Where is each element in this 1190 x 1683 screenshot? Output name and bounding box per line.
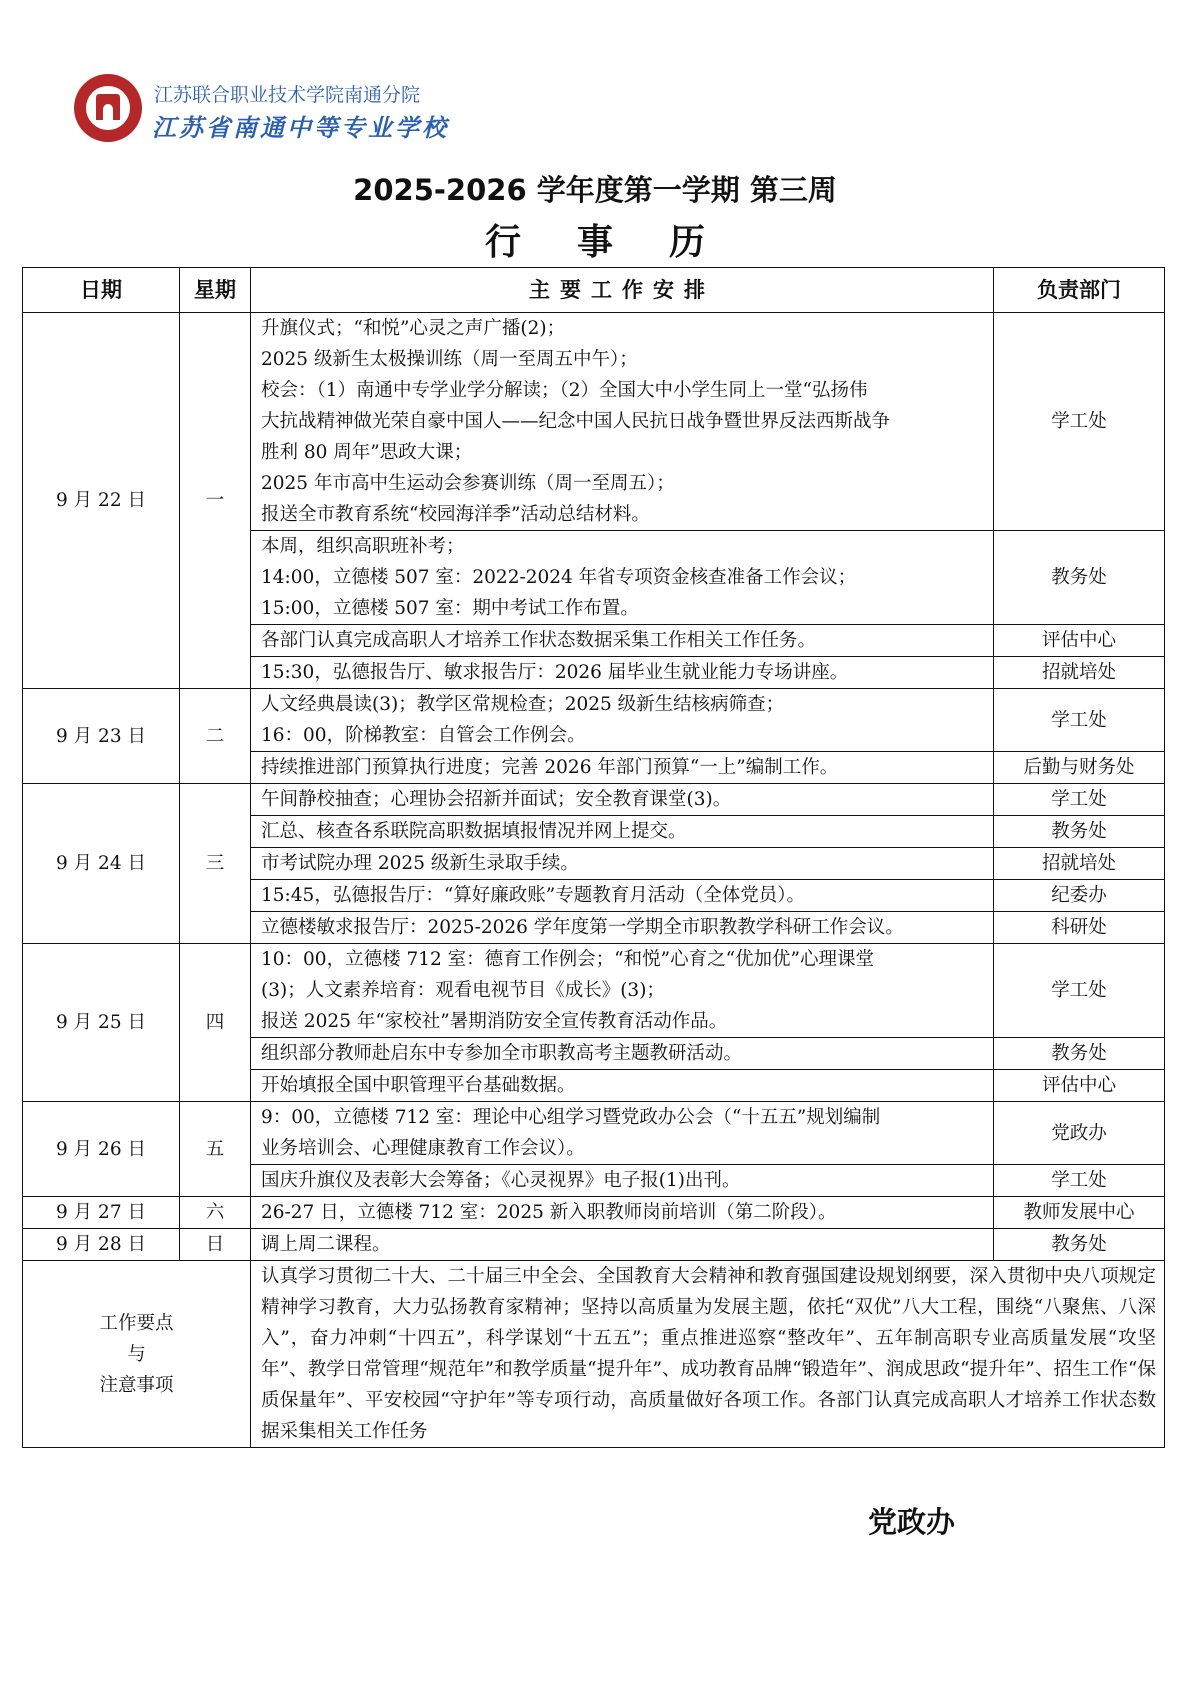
task-line: 2025 级新生太极操训练（周一至周五中午）； — [261, 349, 638, 370]
column-header-content: 主要工作安排 — [251, 268, 994, 313]
task-line: 15:45，弘德报告厅：“算好廉政账”专题教育月活动（全体党员）。 — [261, 885, 805, 906]
schedule-row — [23, 313, 1165, 531]
task-cell — [251, 1229, 994, 1261]
task-line: 午间静校抽查；心理协会招新并面试；安全教育课堂(3)。 — [261, 789, 732, 810]
school-seal-icon — [74, 74, 142, 142]
department-cell: 学工处 — [994, 689, 1165, 752]
task-cell — [251, 784, 994, 816]
department-cell: 学工处 — [994, 784, 1165, 816]
department-cell: 评估中心 — [994, 1070, 1165, 1102]
task-cell — [251, 944, 994, 1038]
task-line: 报送 2025 年“家校社”暑期消防安全宣传教育活动作品。 — [261, 1011, 728, 1032]
notes-label-line: 工作要点 — [99, 1312, 174, 1334]
task-line: 市考试院办理 2025 级新生录取手续。 — [261, 853, 579, 874]
department-cell: 学工处 — [994, 1165, 1165, 1197]
date-cell: 9 月 28 日 — [23, 1229, 180, 1261]
task-line: 汇总、核查各系联院高职数据填报情况并网上提交。 — [261, 821, 687, 842]
notes-text: 认真学习贯彻二十大、二十届三中全会、全国教育大会精神和教育强国建设规划纲要，深入贯彻中央八项规定精神学习教育，大力弘扬教育家精神；坚持以高质量为发展主题，依托“双优”八大工程，围绕“八聚焦、八深入”，奋力冲刺“十四五”，科学谋划“十五五”；重点推进巡察“整改年”、五年制高职专业高质量发展“攻坚年”、教学日常管理“规范年”和教学质量“提升年”、成功教育品牌“锻造年”、润成思政“提升年”、招生工作“保质保量年”、平安校园“守护年”等专项行动，高质量做好各项工作。各部门认真完成高职人才培养工作状态数据采集相关工作任务 — [251, 1261, 1165, 1448]
department-cell: 教务处 — [994, 1038, 1165, 1070]
task-line: 15:00，立德楼 507 室：期中考试工作布置。 — [261, 598, 639, 619]
table-header-row — [23, 268, 1165, 313]
task-line: 持续推进部门预算执行进度；完善 2026 年部门预算“一上”编制工作。 — [261, 757, 839, 778]
schedule-row — [23, 1197, 1165, 1229]
date-cell: 9 月 27 日 — [23, 1197, 180, 1229]
department-cell: 招就培处 — [994, 657, 1165, 689]
page-title: 2025-2026 学年度第一学期 第三周 — [353, 173, 837, 207]
schedule-body — [23, 313, 1165, 1261]
task-line: 组织部分教师赴启东中专参加全市职教高考主题教研活动。 — [261, 1043, 743, 1064]
department-cell: 招就培处 — [994, 848, 1165, 880]
weekday-cell: 三 — [180, 784, 251, 944]
task-cell — [251, 848, 994, 880]
date-cell: 9 月 26 日 — [23, 1102, 180, 1197]
task-line: 国庆升旗仪及表彰大会筹备；《心灵视界》电子报(1)出刊。 — [261, 1170, 741, 1191]
schedule-row — [23, 944, 1165, 1038]
signature-department: 党政办 — [868, 1505, 956, 1539]
task-line: 开始填报全国中职管理平台基础数据。 — [261, 1075, 576, 1096]
notes-label-line: 注意事项 — [99, 1374, 174, 1396]
task-cell — [251, 912, 994, 944]
task-line: 本周，组织高职班补考； — [261, 536, 465, 557]
department-cell: 教务处 — [994, 531, 1165, 625]
task-cell — [251, 1038, 994, 1070]
task-cell — [251, 1197, 994, 1229]
logo-school-name-line1: 江苏联合职业技术学院南通分院 — [154, 84, 421, 106]
task-cell — [251, 1165, 994, 1197]
schedule-row — [23, 1229, 1165, 1261]
task-line: 14:00，立德楼 507 室：2022-2024 年省专项资金核查准备工作会议； — [261, 567, 857, 588]
weekday-cell: 一 — [180, 313, 251, 689]
task-cell — [251, 531, 994, 625]
task-cell — [251, 1070, 994, 1102]
department-cell: 教师发展中心 — [994, 1197, 1165, 1229]
task-line: 人文经典晨读(3)；教学区常规检查；2025 级新生结核病筛查； — [261, 694, 785, 715]
notes-label-line: 与 — [127, 1343, 146, 1365]
task-cell — [251, 752, 994, 784]
department-cell: 科研处 — [994, 912, 1165, 944]
department-cell: 教务处 — [994, 816, 1165, 848]
task-line: 10：00，立德楼 712 室：德育工作例会；“和悦”心育之“优加优”心理课堂 — [261, 949, 874, 970]
task-line: 9：00，立德楼 712 室：理论中心组学习暨党政办公会（“十五五”规划编制 — [261, 1107, 881, 1128]
page-subtitle: 行事历 — [484, 222, 761, 263]
weekday-cell: 五 — [180, 1102, 251, 1197]
weekday-cell: 四 — [180, 944, 251, 1102]
task-line: (3)；人文素养培育：观看电视节目《成长》(3)； — [261, 980, 665, 1001]
task-cell — [251, 816, 994, 848]
task-line: 2025 年市高中生运动会参赛训练（周一至周五）； — [261, 473, 675, 494]
weekday-cell: 二 — [180, 689, 251, 784]
task-cell — [251, 625, 994, 657]
schedule-row — [23, 784, 1165, 816]
date-cell: 9 月 25 日 — [23, 944, 180, 1102]
date-cell: 9 月 22 日 — [23, 313, 180, 689]
column-header-weekday: 星期 — [180, 268, 251, 313]
schedule-row — [23, 1102, 1165, 1165]
task-line: 16：00，阶梯教室：自管会工作例会。 — [261, 725, 586, 746]
task-line: 校会：（1）南通中专学业学分解读；（2）全国大中小学生同上一堂“弘扬伟 — [261, 380, 868, 401]
date-cell: 9 月 23 日 — [23, 689, 180, 784]
department-cell: 评估中心 — [994, 625, 1165, 657]
task-line: 26-27 日，立德楼 712 室：2025 新入职教师岗前培训（第二阶段）。 — [261, 1202, 837, 1223]
weekday-cell: 六 — [180, 1197, 251, 1229]
department-cell: 学工处 — [994, 313, 1165, 531]
task-cell — [251, 880, 994, 912]
department-cell: 教务处 — [994, 1229, 1165, 1261]
department-cell: 后勤与财务处 — [994, 752, 1165, 784]
task-line: 业务培训会、心理健康教育工作会议）。 — [261, 1138, 585, 1159]
school-logo — [74, 74, 449, 144]
task-line: 调上周二课程。 — [261, 1234, 391, 1255]
notes-label — [23, 1261, 251, 1448]
task-line: 胜利 80 周年”思政大课； — [261, 442, 473, 463]
schedule-row — [23, 689, 1165, 752]
task-cell — [251, 313, 994, 531]
logo-school-name-line2: 江苏省南通中等专业学校 — [152, 113, 449, 142]
task-line: 大抗战精神做光荣自豪中国人——纪念中国人民抗日战争暨世界反法西斯战争 — [261, 411, 891, 432]
column-header-department: 负责部门 — [994, 268, 1165, 313]
notes-row — [23, 1261, 1165, 1448]
schedule-table — [22, 267, 1165, 1448]
department-cell: 纪委办 — [994, 880, 1165, 912]
task-line: 升旗仪式；“和悦”心灵之声广播(2)； — [261, 318, 566, 339]
task-line: 各部门认真完成高职人才培养工作状态数据采集工作相关工作任务。 — [261, 630, 817, 651]
weekday-cell: 日 — [180, 1229, 251, 1261]
task-line: 报送全市教育系统“校园海洋季”活动总结材料。 — [261, 504, 650, 525]
task-line: 立德楼敏求报告厅：2025-2026 学年度第一学期全市职教教学科研工作会议。 — [261, 917, 904, 938]
task-cell — [251, 657, 994, 689]
task-cell — [251, 689, 994, 752]
column-header-date: 日期 — [23, 268, 180, 313]
task-cell — [251, 1102, 994, 1165]
department-cell: 党政办 — [994, 1102, 1165, 1165]
department-cell: 学工处 — [994, 944, 1165, 1038]
date-cell: 9 月 24 日 — [23, 784, 180, 944]
task-line: 15:30，弘德报告厅、敏求报告厅：2026 届毕业生就业能力专场讲座。 — [261, 662, 849, 683]
